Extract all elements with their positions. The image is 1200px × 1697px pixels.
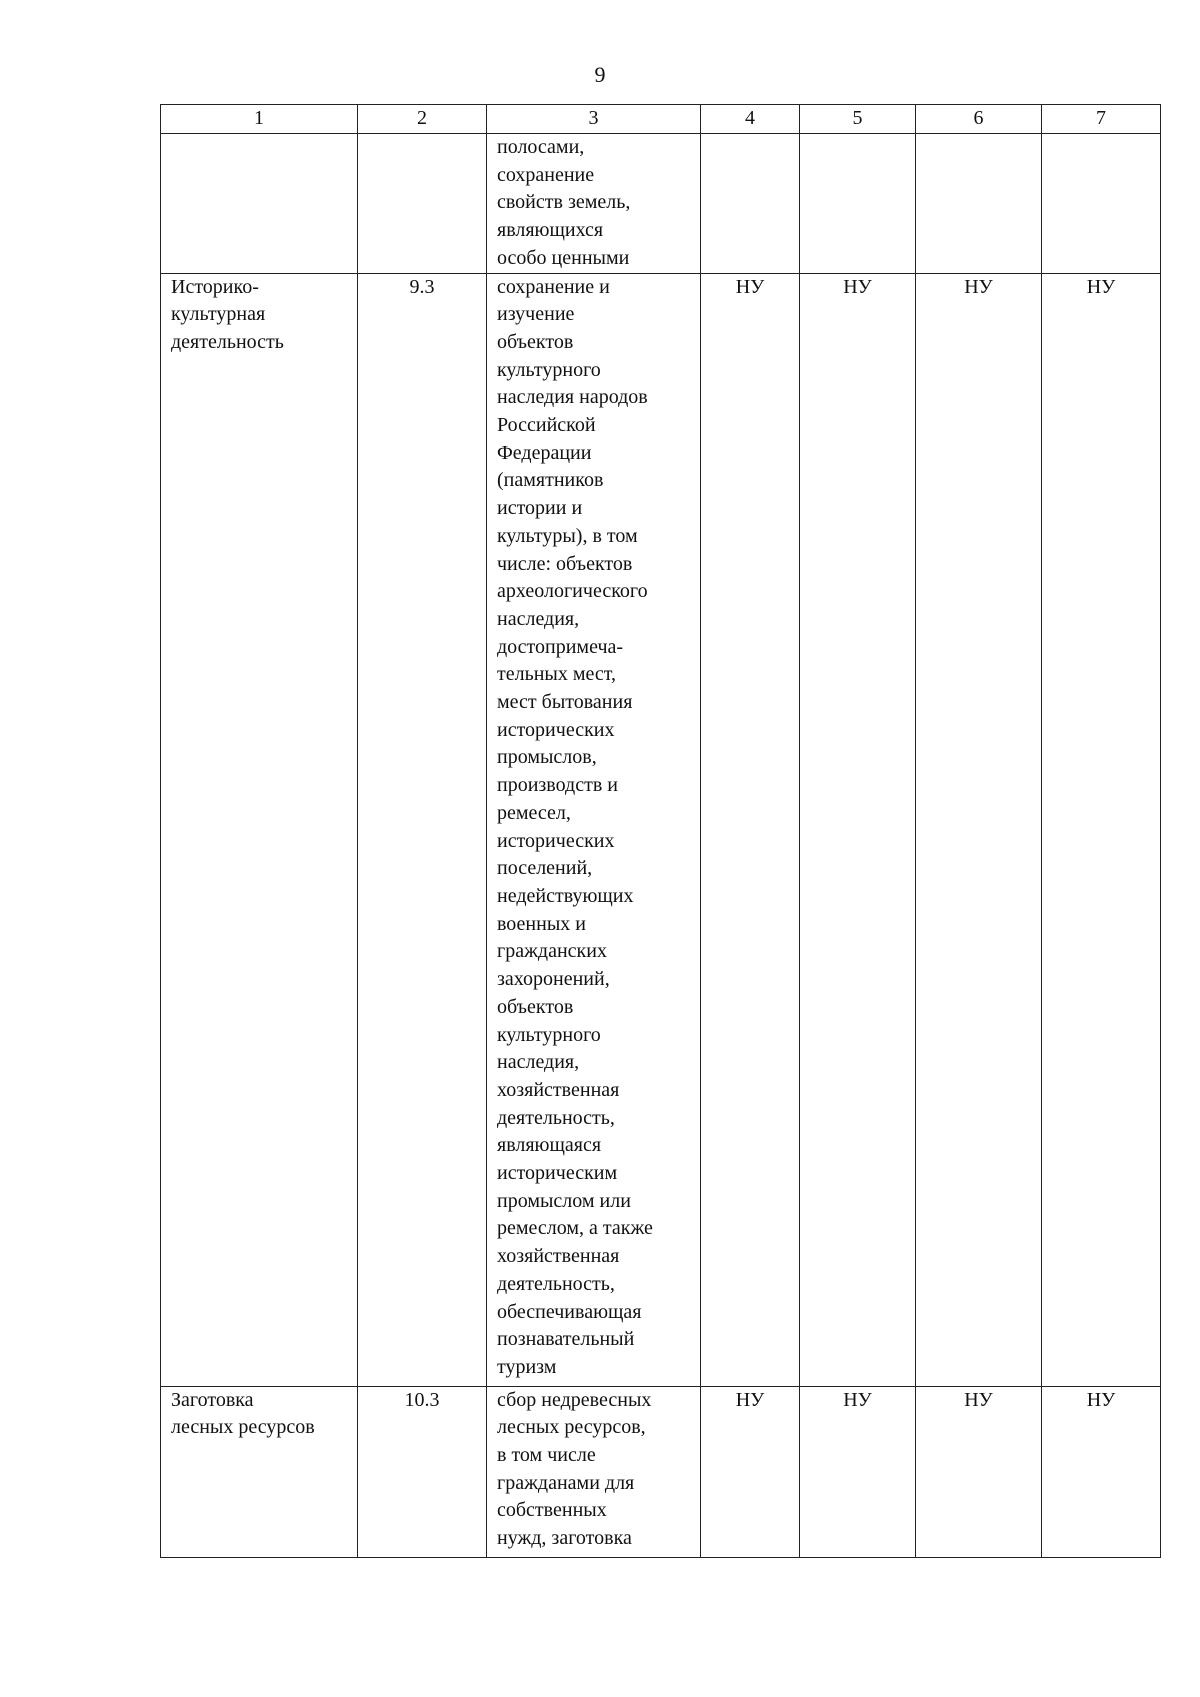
table-row — [161, 134, 1161, 274]
value-cell-4 — [701, 134, 800, 274]
value-cell-6: НУ — [916, 273, 1042, 1386]
value-cell-4: НУ — [701, 273, 800, 1386]
use-description-cell: полосами, сохранение свойств земель, являющихся особо ценными — [487, 134, 701, 274]
table-header-row — [161, 105, 1161, 134]
use-description-cell: сохранение и изучение объектов культурного наследия народов Российской Федерации (памятников истории и культуры), в том числе: объектов археологического наследия, достопримеча- тельных мест, мест бытования исторических промыслов, производств и ремесел, исторических поселений, недействующих военных и гражданских захоронений, объектов культурного наследия, хозяйственная деятельность, являющаяся историческим промыслом или ремеслом, а также хозяйственная деятельность, обеспечивающая познавательный туризм — [487, 273, 701, 1386]
value-cell-6: НУ — [916, 1386, 1042, 1557]
table-row — [161, 273, 1161, 1386]
value-cell-6 — [916, 134, 1042, 274]
use-name-cell: Историко- культурная деятельность — [161, 273, 358, 1386]
use-description-cell: сбор недревесных лесных ресурсов, в том числе гражданами для собственных нужд, заготовка — [487, 1386, 701, 1557]
value-cell-4: НУ — [701, 1386, 800, 1557]
column-number-7: 7 — [1042, 105, 1161, 134]
column-number-6: 6 — [916, 105, 1042, 134]
column-number-3: 3 — [487, 105, 701, 134]
column-number-5: 5 — [800, 105, 916, 134]
value-cell-5 — [800, 134, 916, 274]
column-number-2: 2 — [358, 105, 487, 134]
column-number-4: 4 — [701, 105, 800, 134]
value-cell-7: НУ — [1042, 1386, 1161, 1557]
value-cell-7: НУ — [1042, 273, 1161, 1386]
value-cell-5: НУ — [800, 1386, 916, 1557]
value-cell-5: НУ — [800, 273, 916, 1386]
use-code-cell: 10.3 — [358, 1386, 487, 1557]
table-row — [161, 1386, 1161, 1557]
column-number-1: 1 — [161, 105, 358, 134]
use-code-cell: 9.3 — [358, 273, 487, 1386]
page-number: 9 — [594, 62, 606, 87]
use-name-cell: Заготовка лесных ресурсов — [161, 1386, 358, 1557]
land-use-table — [160, 104, 1161, 1558]
use-name-cell — [161, 134, 358, 274]
use-code-cell — [358, 134, 487, 274]
value-cell-7 — [1042, 134, 1161, 274]
